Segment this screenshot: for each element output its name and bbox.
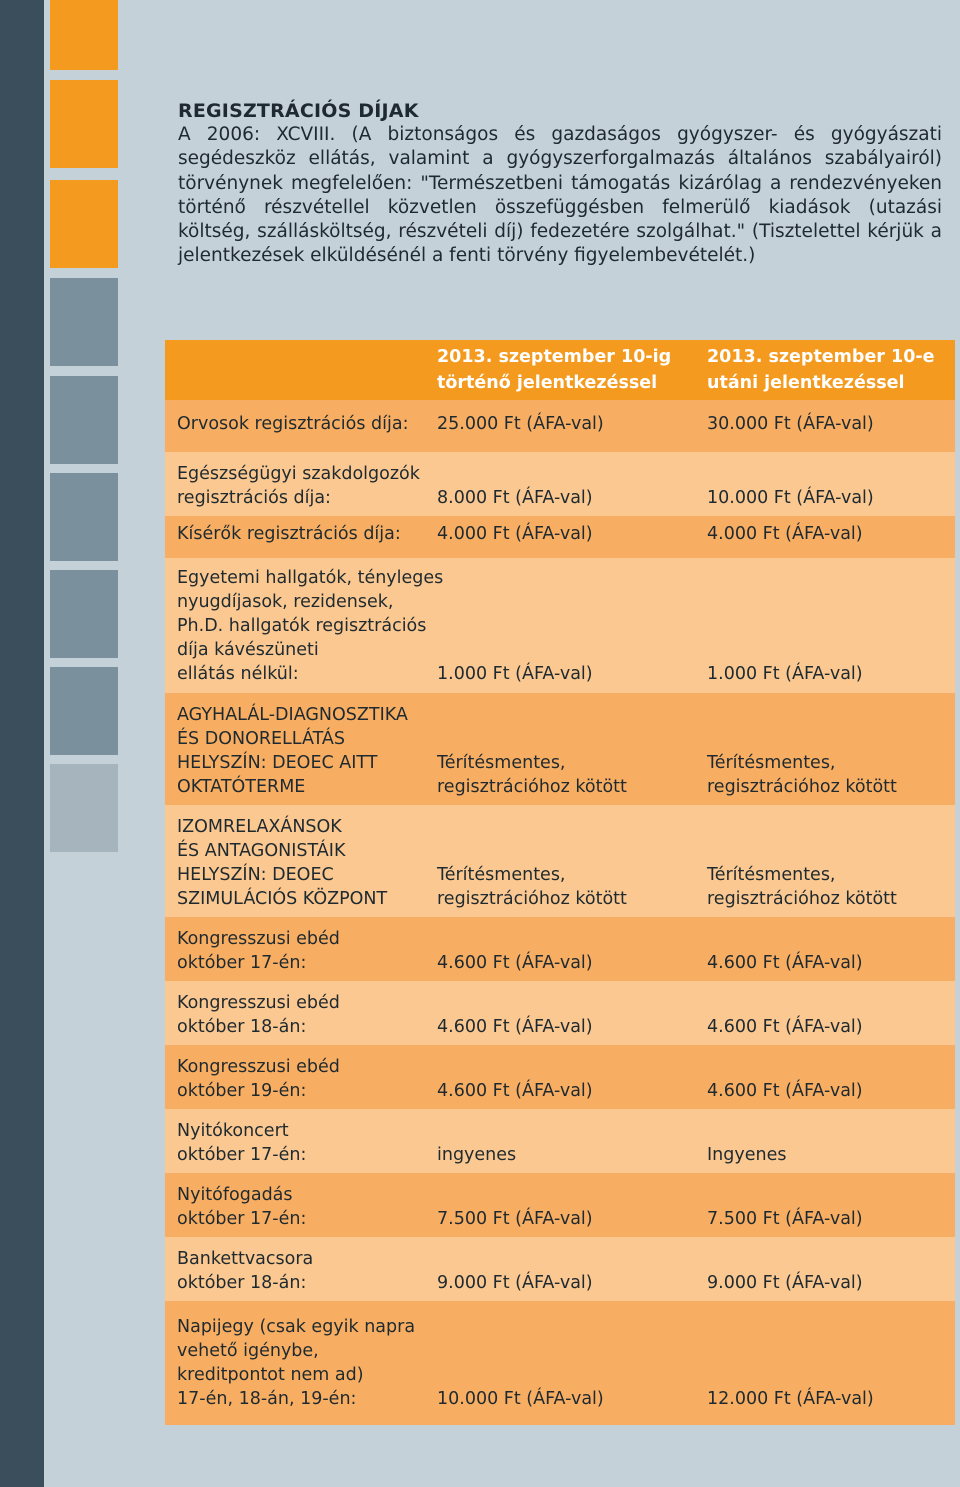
table-row: [165, 1109, 955, 1173]
row-price-after: Térítésmentes, regisztrációhoz kötött: [707, 865, 897, 909]
row-price-after: 9.000 Ft (ÁFA-val): [707, 1273, 863, 1293]
table-row: [165, 693, 955, 805]
row-label: IZOMRELAXÁNSOK ÉS ANTAGONISTÁIK HELYSZÍN: DEOEC SZIMULÁCIÓS KÖZPONT: [177, 817, 388, 909]
row-label: Egyetemi hallgatók, tényleges nyugdíjasok, rezidensek, Ph.D. hallgatók regisztrációs díja kávészüneti ellátás nélkül:: [177, 568, 444, 684]
row-label: Napijegy (csak egyik napra vehető igénybe, kreditpontot nem ad) 17-én, 18-án, 19-én:: [177, 1317, 416, 1409]
row-price-after: Térítésmentes, regisztrációhoz kötött: [707, 753, 897, 797]
row-price-after: 4.000 Ft (ÁFA-val): [707, 524, 863, 544]
row-label: AGYHALÁL-DIAGNOSZTIKA ÉS DONORELLÁTÁS HELYSZÍN: DEOEC AITT OKTATÓTERME: [177, 705, 408, 797]
table-row: [165, 917, 955, 981]
decor-square: [50, 180, 118, 268]
table-row: [165, 400, 955, 452]
row-price-after: 4.600 Ft (ÁFA-val): [707, 953, 863, 973]
row-label: Nyitófogadás október 17-én:: [177, 1185, 307, 1229]
decor-square: [50, 473, 118, 561]
row-price-before: 4.600 Ft (ÁFA-val): [437, 1017, 593, 1037]
decor-square: [50, 376, 118, 464]
row-label: Kongresszusi ebéd október 18-án:: [177, 993, 340, 1037]
left-dark-strip: [0, 0, 44, 1487]
row-price-before: 4.600 Ft (ÁFA-val): [437, 953, 593, 973]
row-label: Bankettvacsora október 18-án:: [177, 1249, 314, 1293]
row-price-before: 25.000 Ft (ÁFA-val): [437, 414, 604, 434]
row-label: Egészségügyi szakdolgozók regisztrációs díja:: [177, 464, 420, 508]
row-price-after: 30.000 Ft (ÁFA-val): [707, 414, 874, 434]
row-price-after: 10.000 Ft (ÁFA-val): [707, 488, 874, 508]
table-row: [165, 981, 955, 1045]
row-label: Kongresszusi ebéd október 19-én:: [177, 1057, 340, 1101]
row-price-before: 4.000 Ft (ÁFA-val): [437, 524, 593, 544]
table-row: [165, 558, 955, 693]
row-price-before: 8.000 Ft (ÁFA-val): [437, 488, 593, 508]
decor-square: [50, 570, 118, 658]
row-price-before: 10.000 Ft (ÁFA-val): [437, 1389, 604, 1409]
row-price-after: 1.000 Ft (ÁFA-val): [707, 664, 863, 684]
table-row: [165, 452, 955, 516]
table-row: [165, 1237, 955, 1301]
table-row: [165, 1173, 955, 1237]
row-price-before: Térítésmentes, regisztrációhoz kötött: [437, 865, 627, 909]
row-price-before: 7.500 Ft (ÁFA-val): [437, 1209, 593, 1229]
row-label: Kísérők regisztrációs díja:: [177, 524, 401, 544]
row-price-before: ingyenes: [437, 1145, 517, 1165]
table-row: [165, 1045, 955, 1109]
row-price-after: 7.500 Ft (ÁFA-val): [707, 1209, 863, 1229]
row-label: Nyitókoncert október 17-én:: [177, 1121, 307, 1165]
decor-square: [50, 764, 118, 852]
decor-square: [50, 278, 118, 366]
table-row: [165, 516, 955, 558]
decor-square: [50, 80, 118, 168]
section-heading: REGISZTRÁCIÓS DÍJAK: [178, 100, 419, 122]
table-row: [165, 805, 955, 917]
fees-table: [165, 340, 955, 1425]
row-price-after: 4.600 Ft (ÁFA-val): [707, 1081, 863, 1101]
row-price-after: 4.600 Ft (ÁFA-val): [707, 1017, 863, 1037]
row-price-before: 4.600 Ft (ÁFA-val): [437, 1081, 593, 1101]
row-price-before: 1.000 Ft (ÁFA-val): [437, 664, 593, 684]
decor-square: [50, 667, 118, 755]
header-before-deadline: 2013. szeptember 10-ig történő jelentkezéssel: [437, 347, 672, 393]
row-price-after: Ingyenes: [707, 1145, 787, 1165]
intro-paragraph: A 2006: XCVIII. (A biztonságos és gazdaságos gyógyszer- és gyógyászati segédeszköz ellátás, valamint a gyógyszerforgalmazás általános szabályairól) törvénynek megfelelően: "Természetbeni támogatás kizárólag a rendezvényeken történő részvétellel közvetlen összefüggésben felmerülő kiadások (utazási költség, szállásköltség, részvételi díj) fedezetére szolgálhat." (Tisztelettel kérjük a jelentkezések elküldésénél a fenti törvény figyelembevételét.): [178, 124, 942, 267]
row-label: Kongresszusi ebéd október 17-én:: [177, 929, 340, 973]
row-price-before: 9.000 Ft (ÁFA-val): [437, 1273, 593, 1293]
row-label: Orvosok regisztrációs díja:: [177, 414, 409, 434]
decor-square: [50, 0, 118, 70]
table-row: [165, 1301, 955, 1425]
row-price-before: Térítésmentes, regisztrációhoz kötött: [437, 753, 627, 797]
header-after-deadline: 2013. szeptember 10-e utáni jelentkezéssel: [707, 347, 935, 393]
table-header: [165, 340, 955, 400]
row-price-after: 12.000 Ft (ÁFA-val): [707, 1389, 874, 1409]
